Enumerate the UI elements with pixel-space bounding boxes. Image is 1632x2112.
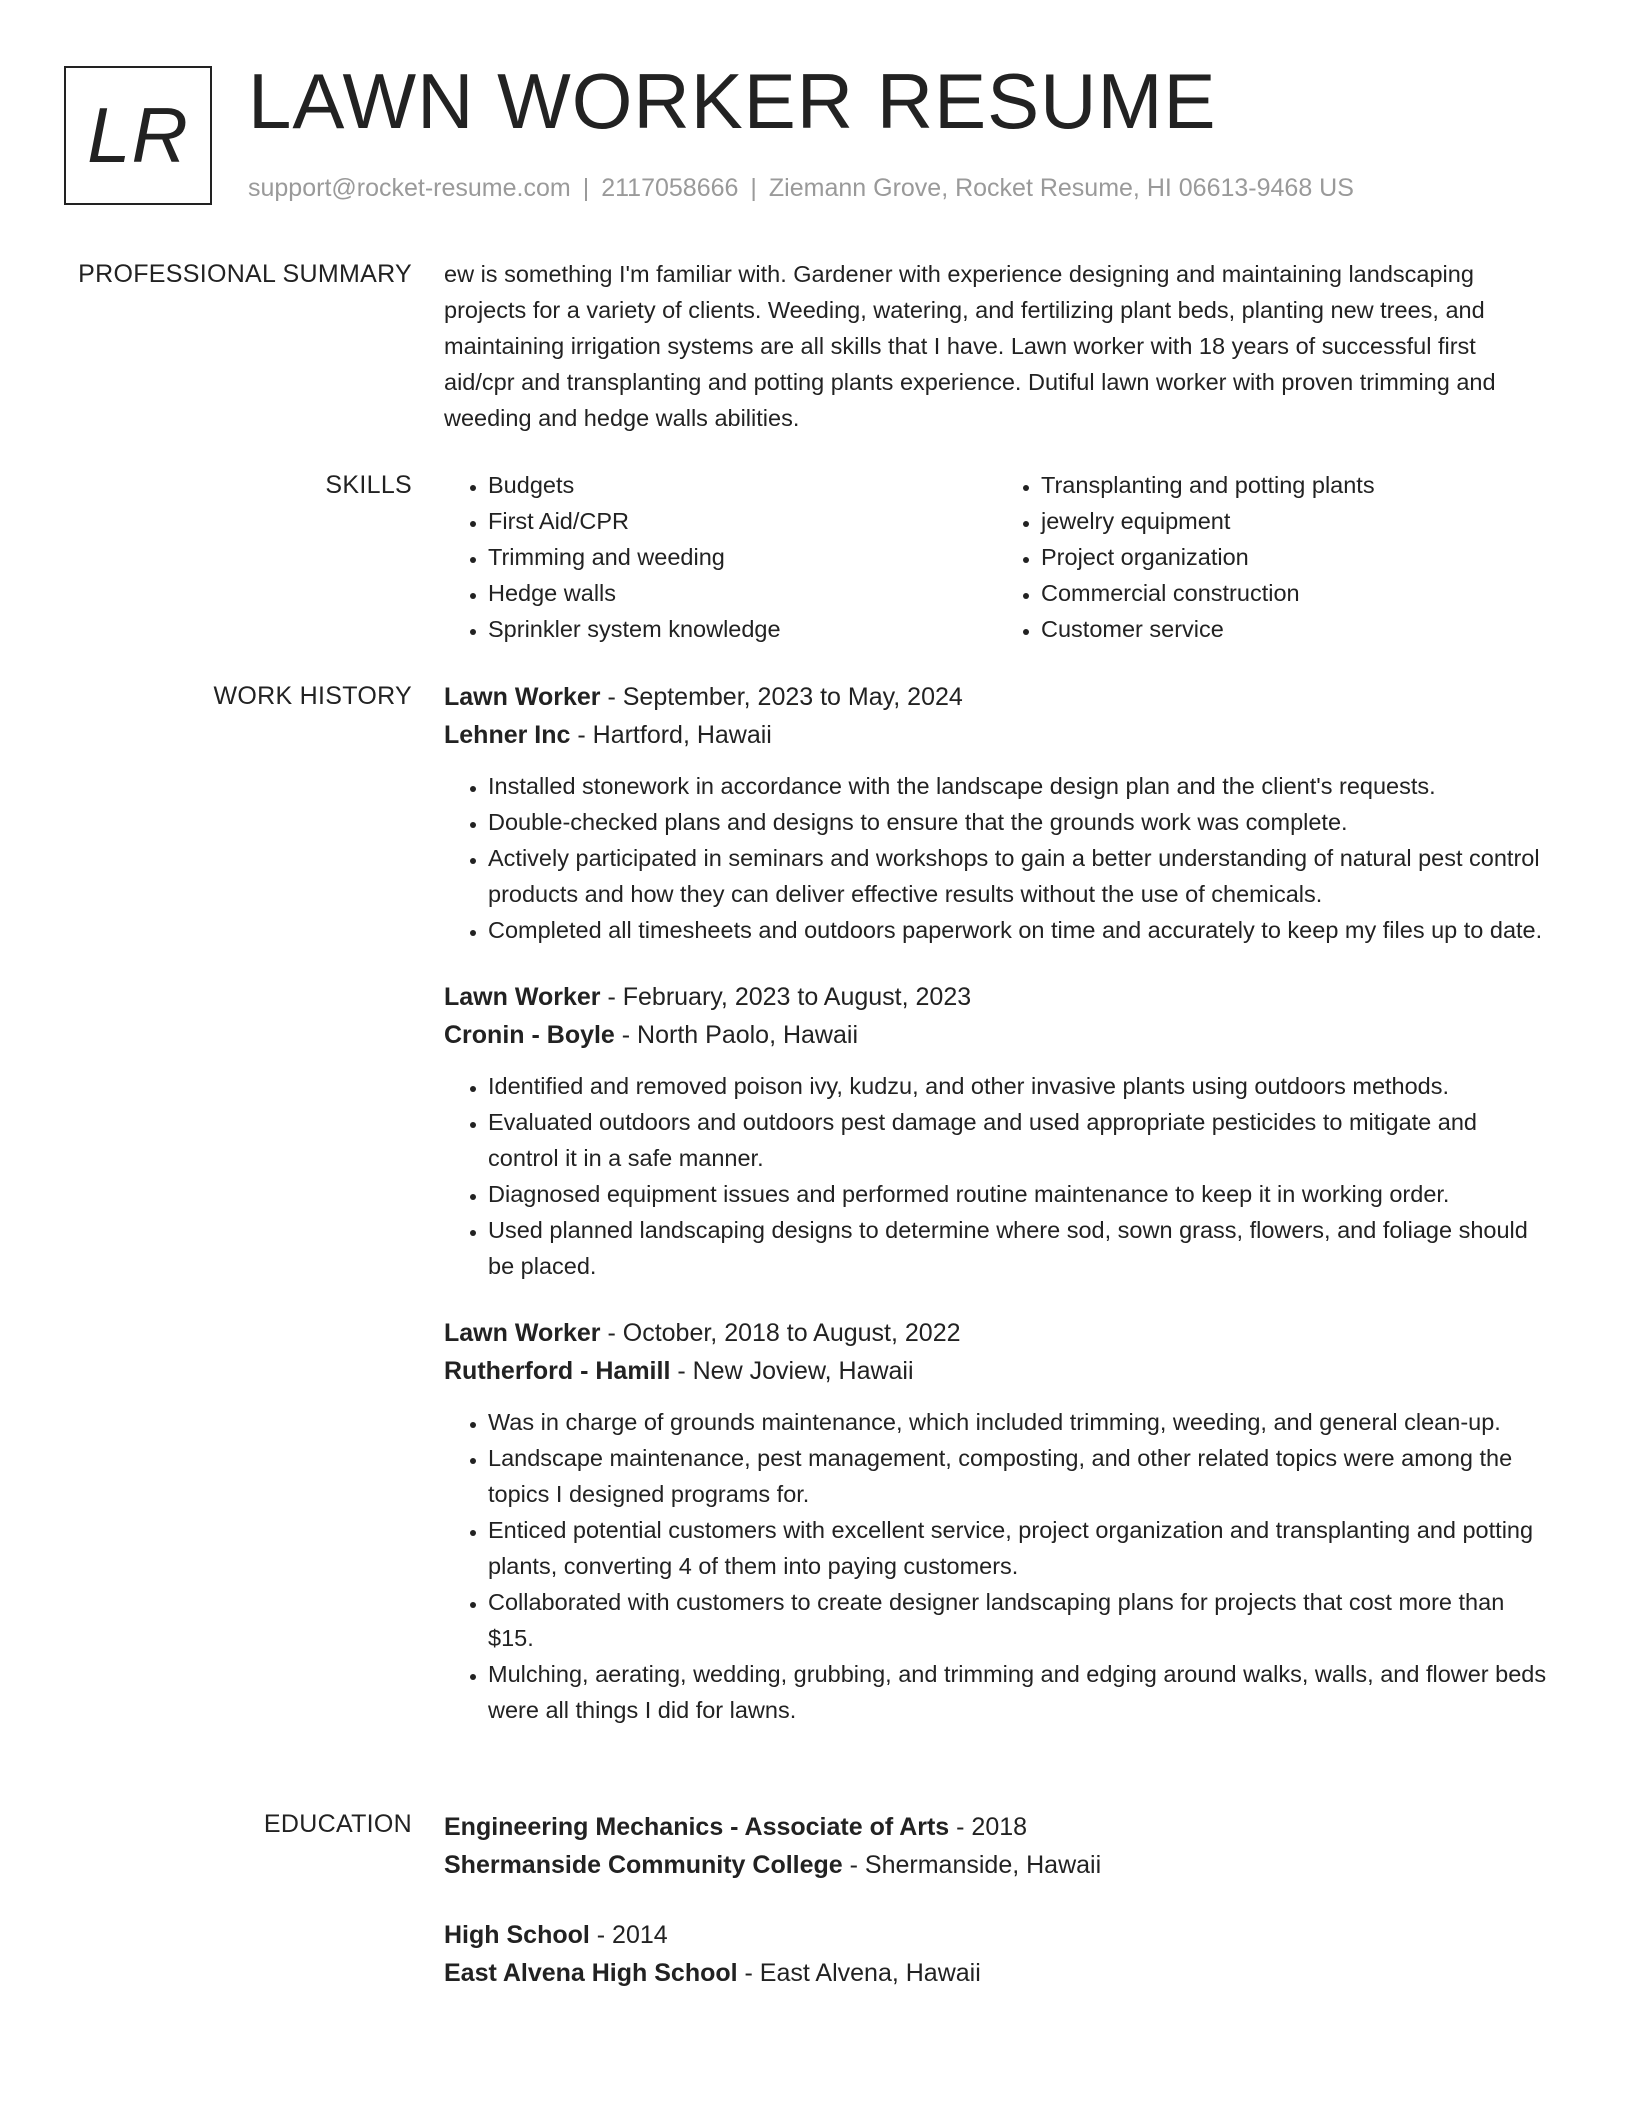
job-bullet: • Identified and removed poison ivy, kudzu, and other invasive plants using outdoors methods. (488, 1068, 1550, 1104)
section-label-summary: PROFESSIONAL SUMMARY (78, 260, 412, 288)
contact-line (248, 174, 1354, 203)
job-company-line (444, 1016, 1550, 1054)
skills-column-right (997, 467, 1550, 647)
job-entry (444, 678, 1550, 948)
job-bullet: • Used planned landscaping designs to determine where sod, sown grass, flowers, and foliage should be placed. (488, 1212, 1550, 1284)
education-year: - 2014 (589, 1921, 668, 1949)
contact-address: Ziemann Grove, Rocket Resume, HI 06613-9468 US (768, 174, 1354, 202)
education-entry (444, 1916, 1550, 1992)
job-bullet: • Completed all timesheets and outdoors paperwork on time and accurately to keep my files up to date. (488, 912, 1550, 948)
work-history-content (444, 678, 1550, 1728)
job-dates: - February, 2023 to August, 2023 (600, 983, 972, 1011)
job-bullet: • Enticed potential customers with excellent service, project organization and transplanting and potting plants, converting 4 of them into paying customers. (488, 1512, 1550, 1584)
skills-column-left (444, 467, 997, 647)
skill-item: • Project organization (1041, 539, 1550, 575)
skill-item: • Commercial construction (1041, 575, 1550, 611)
job-dates: - October, 2018 to August, 2022 (600, 1319, 961, 1347)
education-content (444, 1808, 1550, 1992)
summary-text: ew is something I'm familiar with. Gardener with experience designing and maintaining landscaping projects for a variety of clients. Weeding, watering, and fertilizing plant beds, planting new trees, and maintaining irrigation systems are all skills that I have. Lawn worker with 18 years of successful first aid/cpr and transplanting and potting plants experience. Dutiful lawn worker with proven trimming and weeding and hedge walls abilities. (444, 261, 1496, 431)
job-location: - Hartford, Hawaii (570, 721, 772, 749)
education-school: East Alvena High School (444, 1959, 738, 1987)
skill-item: • Hedge walls (488, 575, 997, 611)
job-bullet: • Double-checked plans and designs to ensure that the grounds work was complete. (488, 804, 1550, 840)
contact-separator: | (582, 174, 590, 202)
section-label-work-history: WORK HISTORY (213, 682, 412, 710)
contact-email[interactable]: support@rocket-resume.com (248, 174, 571, 202)
education-degree-line (444, 1808, 1550, 1846)
skills-list (444, 467, 1550, 647)
job-title-line (444, 978, 1550, 1016)
skill-item: • Budgets (488, 467, 997, 503)
job-bullets (444, 768, 1550, 948)
job-company: Lehner Inc (444, 721, 571, 749)
job-location: - New Joview, Hawaii (670, 1357, 914, 1385)
job-bullet: • Landscape maintenance, pest management, composting, and other related topics were among the topics I designed programs for. (488, 1440, 1550, 1512)
skill-item: • First Aid/CPR (488, 503, 997, 539)
skill-item: • jewelry equipment (1041, 503, 1550, 539)
skill-item: • Sprinkler system knowledge (488, 611, 997, 647)
job-company: Cronin - Boyle (444, 1021, 615, 1049)
job-dates: - September, 2023 to May, 2024 (600, 683, 963, 711)
section-label-education: EDUCATION (263, 1810, 412, 1838)
education-school-line (444, 1954, 1550, 1992)
job-bullets (444, 1404, 1550, 1728)
job-bullet: • Actively participated in seminars and workshops to gain a better understanding of natural pest control products and how they can deliver effective results without the use of chemicals. (488, 840, 1550, 912)
education-school: Shermanside Community College (444, 1851, 843, 1879)
job-company-line (444, 1352, 1550, 1390)
job-entry (444, 1314, 1550, 1728)
summary-content (444, 256, 1550, 436)
education-school-line (444, 1846, 1550, 1884)
monogram-logo: LR (64, 66, 212, 205)
resume-title: LAWN WORKER RESUME (248, 57, 1217, 145)
skill-item: • Trimming and weeding (488, 539, 997, 575)
education-location: - East Alvena, Hawaii (737, 1959, 981, 1987)
skill-item: • Transplanting and potting plants (1041, 467, 1550, 503)
contact-phone[interactable]: 2117058666 (601, 174, 739, 202)
job-bullet: • Was in charge of grounds maintenance, which included trimming, weeding, and general clean-up. (488, 1404, 1550, 1440)
job-title: Lawn Worker (444, 683, 601, 711)
education-entry (444, 1808, 1550, 1884)
job-bullet: • Diagnosed equipment issues and performed routine maintenance to keep it in working order. (488, 1176, 1550, 1212)
job-title-line (444, 678, 1550, 716)
education-degree-line (444, 1916, 1550, 1954)
education-degree: High School (444, 1921, 590, 1949)
job-bullet: • Evaluated outdoors and outdoors pest damage and used appropriate pesticides to mitigate and control it in a safe manner. (488, 1104, 1550, 1176)
job-entry (444, 978, 1550, 1284)
job-title-line (444, 1314, 1550, 1352)
job-bullet: • Mulching, aerating, wedding, grubbing, and trimming and edging around walks, walls, and flower beds were all things I did for lawns. (488, 1656, 1550, 1728)
section-label-skills: SKILLS (325, 471, 412, 499)
skill-item: • Customer service (1041, 611, 1550, 647)
education-year: - 2018 (949, 1813, 1028, 1841)
job-title: Lawn Worker (444, 983, 601, 1011)
contact-separator: | (750, 174, 757, 202)
education-degree: Engineering Mechanics - Associate of Arts (444, 1813, 950, 1841)
job-bullet: • Collaborated with customers to create designer landscaping plans for projects that cost more than $15. (488, 1584, 1550, 1656)
job-company-line (444, 716, 1550, 754)
job-bullets (444, 1068, 1550, 1284)
education-location: - Shermanside, Hawaii (842, 1851, 1102, 1879)
job-bullet: • Installed stonework in accordance with the landscape design plan and the client's requests. (488, 768, 1550, 804)
job-location: - North Paolo, Hawaii (614, 1021, 858, 1049)
job-company: Rutherford - Hamill (444, 1357, 671, 1385)
job-title: Lawn Worker (444, 1319, 601, 1347)
